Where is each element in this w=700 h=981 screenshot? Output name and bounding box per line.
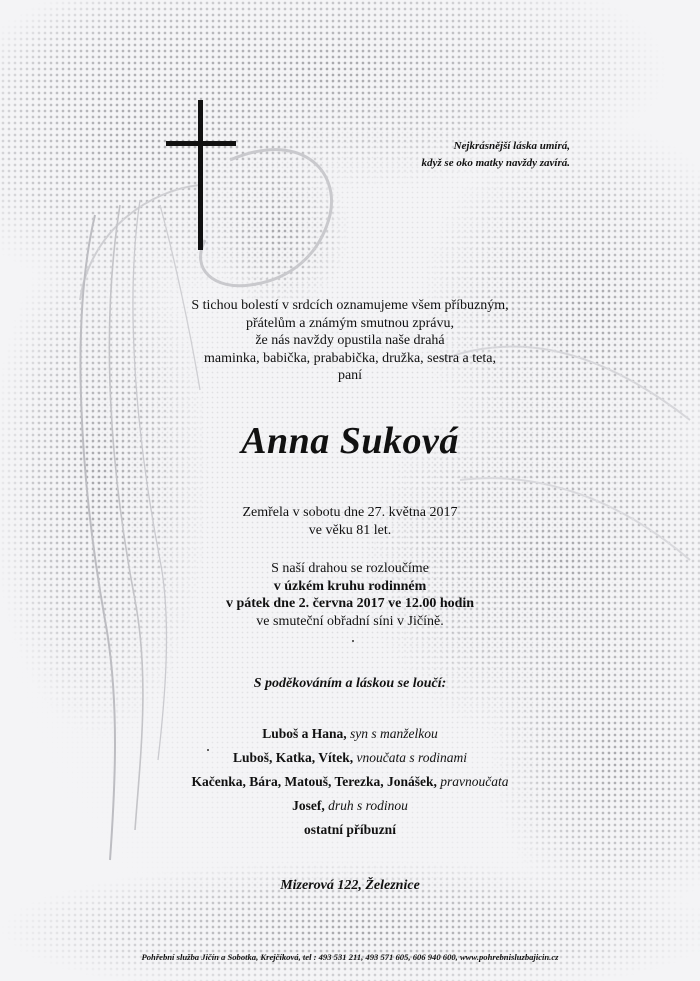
deceased-name: Anna Suková (241, 420, 459, 462)
announcement-line: paní (337, 368, 363, 383)
mourner-names: Josef, (292, 798, 325, 813)
funeral-service-footer: Pohřební služba Jičín a Sobotka, Krejčíková, tel : 493 531 211, 493 571 605, 606 940 600, www.pohrebnisluzbajicin.cz (141, 952, 559, 962)
funeral-line-1: S naší drahou se rozloučíme (271, 561, 429, 576)
announcement-line: že nás navždy opustila naše drahá (255, 333, 445, 348)
announcement-line: přátelům a známým smutnou zprávu, (246, 315, 454, 331)
mourner-row (0, 794, 700, 818)
death-age: ve věku 81 let. (308, 522, 392, 538)
mourner-names: ostatní příbuzní (304, 822, 396, 837)
funeral-details (0, 560, 700, 630)
funeral-place: ve smuteční obřadní síni v Jičíně. (256, 613, 444, 629)
speck-mark (207, 749, 209, 751)
mourner-relation: pravnoučata (440, 774, 509, 789)
motto-line-2: když se oko matky navždy zavírá. (421, 157, 570, 169)
mourner-relation: vnoučata s rodinami (356, 750, 468, 765)
thanks-heading: S poděkováním a láskou se loučí: (253, 676, 447, 691)
address: Mizerová 122, Železnice (280, 878, 420, 893)
cross-vertical-bar (198, 100, 203, 250)
mourner-row (0, 722, 700, 746)
mourner-row (0, 746, 700, 770)
mourner-row (0, 770, 700, 794)
cross-icon (166, 100, 236, 250)
announcement-line: S tichou bolestí v srdcích oznamujeme všem příbuzným, (191, 298, 509, 313)
death-date: Zemřela v sobotu dne 27. května 2017 (242, 505, 458, 520)
announcement-line: maminka, babička, prababička, družka, sestra a teta, (204, 350, 496, 366)
motto-line-1: Nejkrásnější láska umírá, (453, 140, 570, 152)
mourner-relation: druh s rodinou (328, 798, 408, 813)
speck-mark (352, 640, 354, 642)
funeral-datetime: v pátek dne 2. června 2017 ve 12.00 hodin (225, 596, 475, 611)
funeral-line-2: v úzkém kruhu rodinném (273, 578, 427, 594)
mourner-names: Luboš, Katka, Vítek, (232, 750, 354, 765)
announcement-text (0, 297, 700, 385)
mourner-row (0, 818, 700, 842)
motto-verse (370, 138, 570, 172)
death-details (0, 504, 700, 539)
mourner-names: Kačenka, Bára, Matouš, Terezka, Jonášek, (191, 774, 437, 789)
mourner-names: Luboš a Hana, (262, 726, 347, 741)
cross-horizontal-bar (166, 141, 236, 146)
mourners-list (0, 722, 700, 842)
mourner-relation: syn s manželkou (350, 726, 438, 741)
